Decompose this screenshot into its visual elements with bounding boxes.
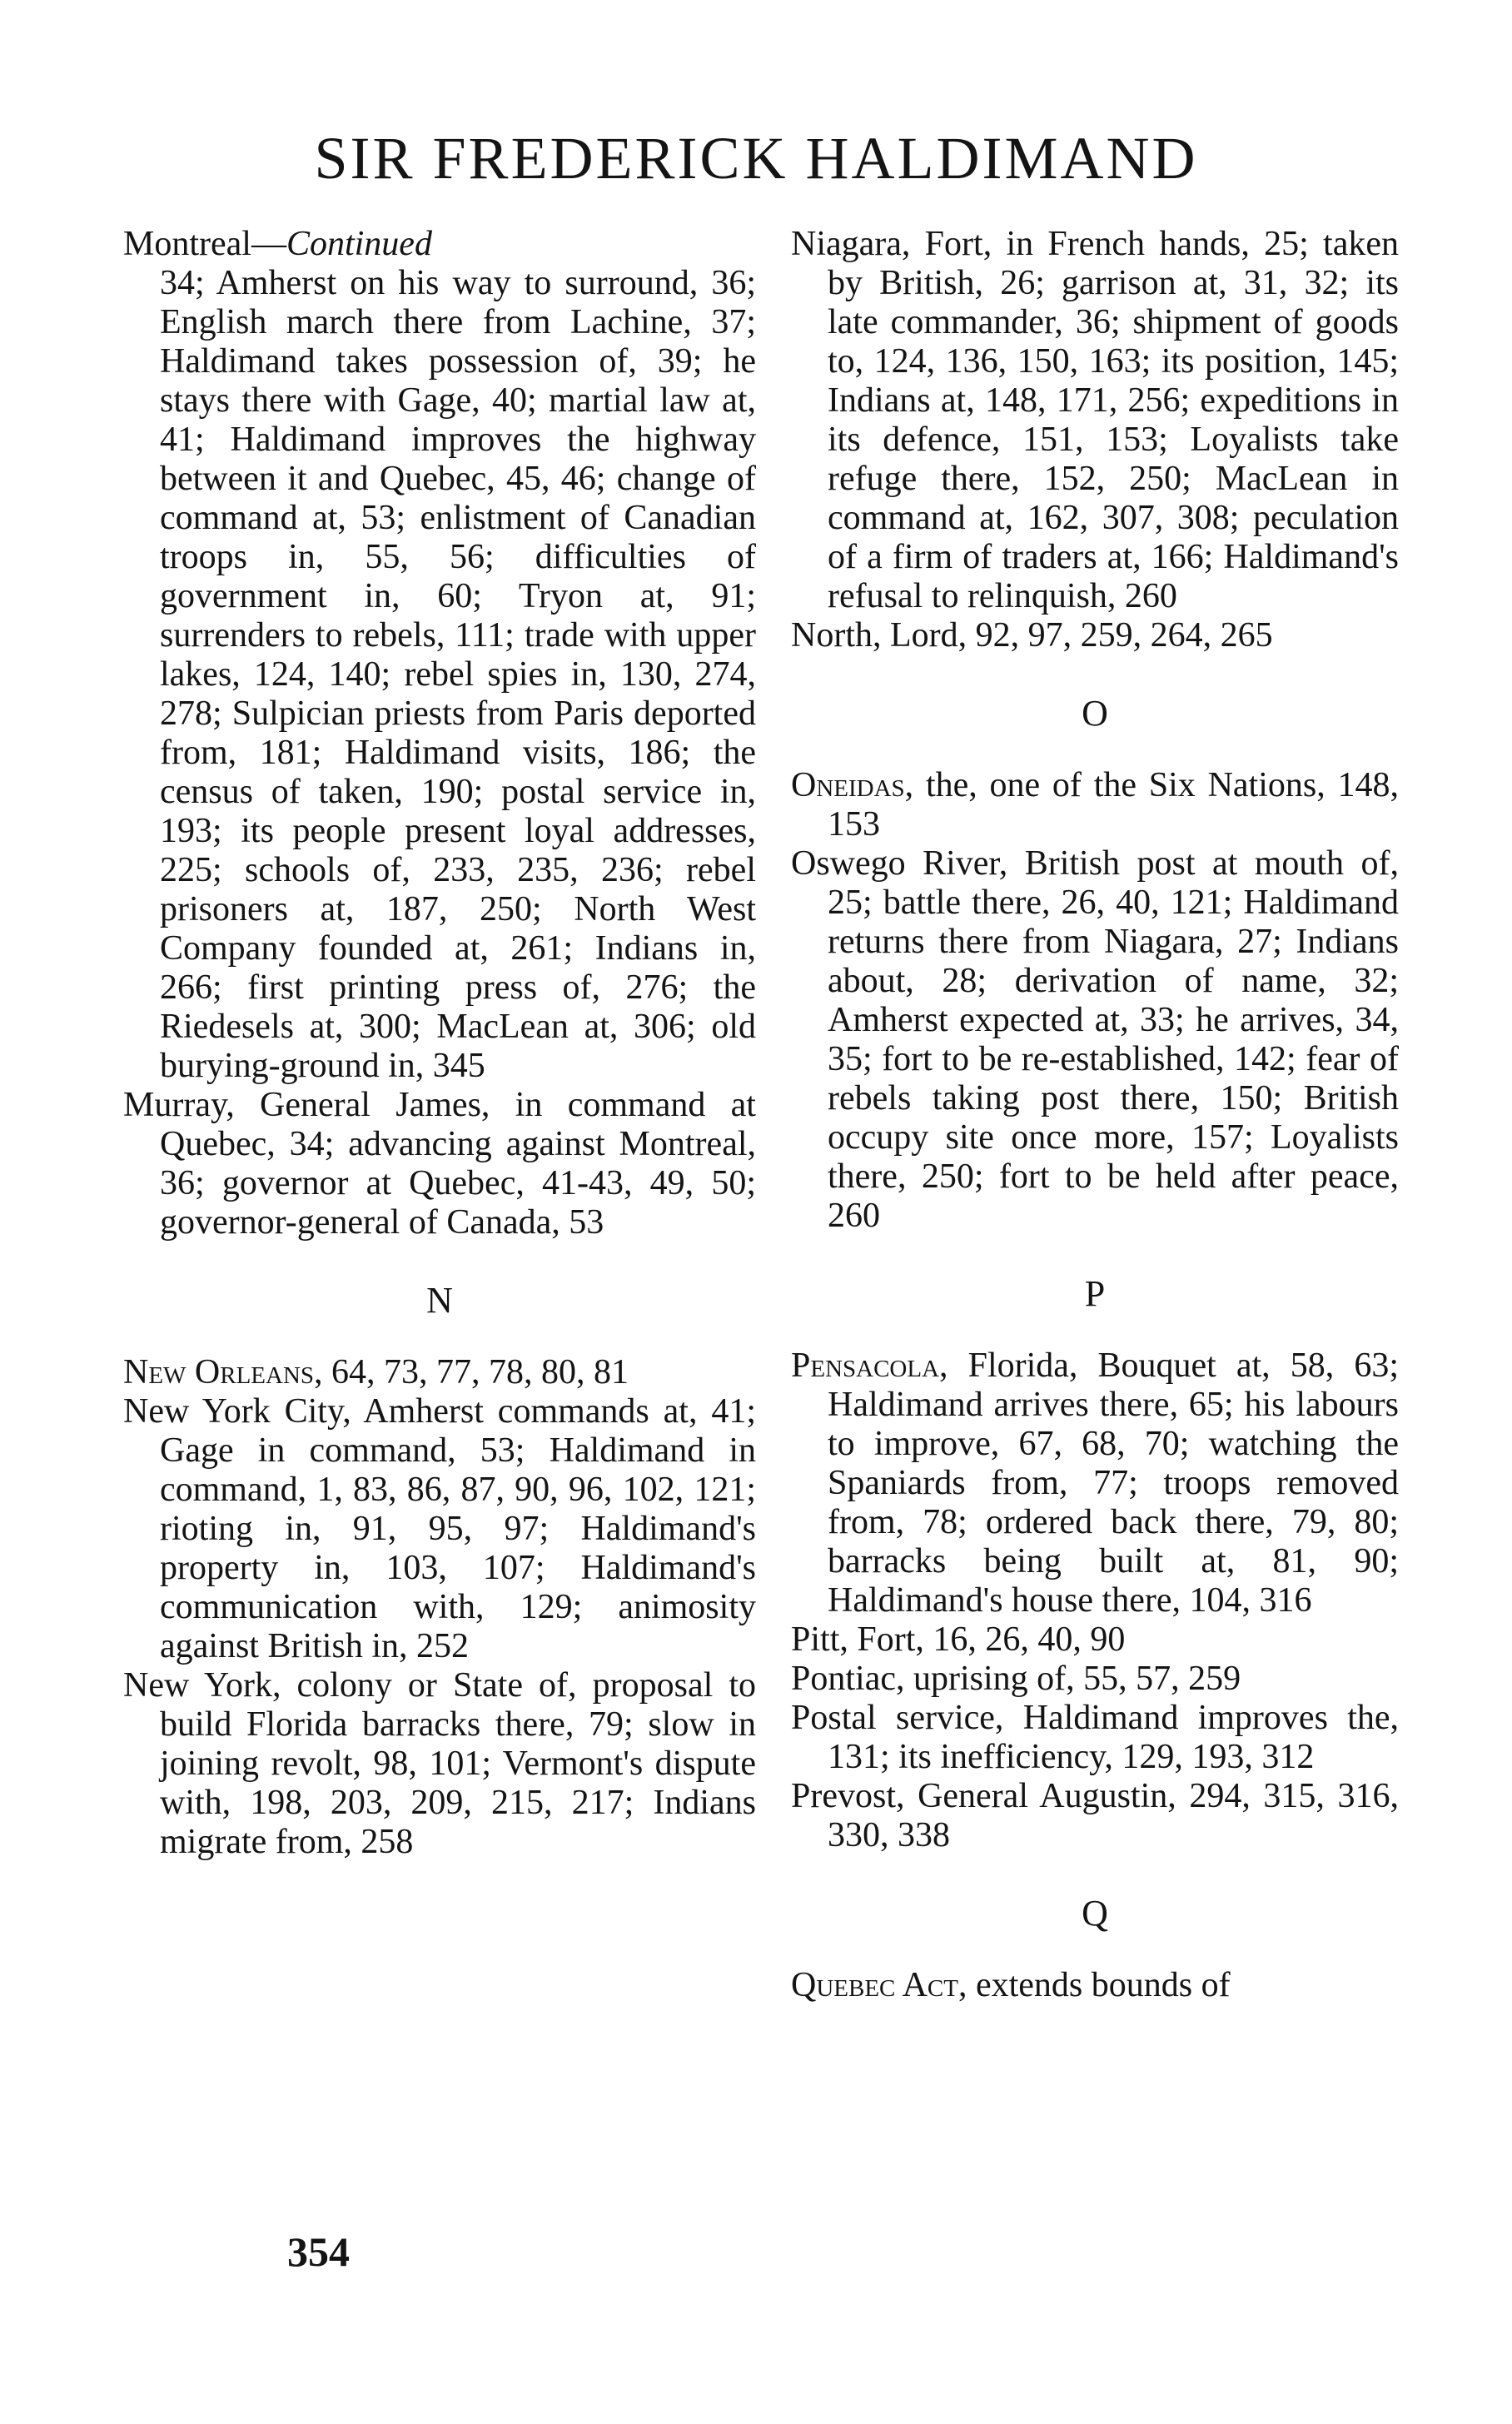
entry-term: Murray, General James,: [123, 1086, 490, 1124]
index-entry-oneidas: [791, 766, 1399, 844]
entry-dash: —: [251, 225, 286, 263]
entry-term: Quebec Act,: [791, 1966, 967, 2004]
index-entry-new-orleans: [123, 1353, 756, 1392]
entry-term: New York, colony or State of,: [123, 1666, 577, 1705]
index-column-right: [791, 225, 1399, 2005]
section-letter-o: O: [1082, 693, 1108, 734]
index-entry-pontiac: [791, 1660, 1399, 1699]
index-entry-pensacola: [791, 1346, 1399, 1620]
entry-term: Pitt, Fort,: [791, 1620, 924, 1659]
entry-term: Pontiac,: [791, 1660, 905, 1698]
entry-text: Florida, Bouquet at, 58, 63; Haldimand arrives there, 65; his labours to improve, 67, 68, 70; watching the Spaniards from, 77; troops removed from, 78; ordered back there, 79, 80; barracks being built at, 81, 90; Haldimand's house there, 104, 316: [828, 1346, 1399, 1620]
index-entry-new-york-city: [123, 1392, 756, 1666]
entry-text: 294, 315, 316, 330, 338: [828, 1777, 1399, 1854]
entry-text: uprising of, 55, 57, 259: [904, 1660, 1241, 1698]
entry-text: the, one of the Six Nations, 148, 153: [828, 766, 1399, 844]
index-entry-oswego: [791, 844, 1399, 1236]
entry-term: Prevost, General Augustin,: [791, 1777, 1176, 1815]
entry-text: 64, 73, 77, 78, 80, 81: [322, 1353, 629, 1391]
entry-term: Oneidas,: [791, 766, 914, 804]
entry-continued: Continued: [286, 225, 432, 263]
entry-term: Niagara, Fort,: [791, 225, 992, 263]
section-letter-p: P: [1084, 1273, 1106, 1314]
entry-term: North, Lord,: [791, 616, 967, 655]
entry-text: British post at mouth of, 25; battle there, 26, 40, 121; Haldimand returns there from Niagara, 27; Indians about, 28; derivation of name, 32; Amherst expected at, 33; he arrives, 34, 35; fort to be re-established, 142; fear of rebels taking post there, 150; British occupy site once more, 157; Loyalists there, 250; fort to be held after peace, 260: [828, 844, 1399, 1235]
entry-text: in command at Quebec, 34; advancing against Montreal, 36; governor at Quebec, 41-43, 49, 50; governor-general of Canada, 53: [160, 1086, 756, 1242]
index-entry-postal-service: [791, 1699, 1399, 1777]
index-entry-montreal: [123, 225, 756, 1086]
entry-term: Postal service,: [791, 1699, 1004, 1737]
page-title: SIR FREDERICK HALDIMAND: [314, 125, 1198, 192]
section-letter-n: N: [426, 1280, 453, 1321]
index-entry-pitt: [791, 1620, 1399, 1660]
index-entry-prevost: [791, 1777, 1399, 1855]
entry-term: Pensacola,: [791, 1346, 948, 1385]
entry-text: extends bounds of: [967, 1966, 1231, 2004]
entry-text: Haldimand improves the, 131; its inefficiency, 129, 193, 312: [828, 1699, 1400, 1776]
index-column-left: [123, 225, 756, 1862]
index-entry-murray: [123, 1086, 756, 1242]
entry-term: New Orleans,: [123, 1353, 323, 1391]
entry-term: Oswego River,: [791, 844, 1008, 883]
index-entry-niagara: [791, 225, 1399, 616]
entry-term: New York City,: [123, 1392, 351, 1431]
entry-term: Montreal: [123, 225, 251, 263]
entry-text: 16, 26, 40, 90: [923, 1620, 1126, 1659]
entry-text: 34; Amherst on his way to surround, 36; English march there from Lachine, 37; Haldimand takes possession of, 39; he stays there with Gage, 40; martial law at, 41; Haldimand improves the highway between it and Quebec, 45, 46; change of command at, 53; enlistment of Canadian troops in, 55, 56; difficulties of government in, 60; Tryon at, 91; surrenders to rebels, 111; trade with upper lakes, 124, 140; rebel spies in, 130, 274, 278; Sulpician priests from Paris deported from, 181; Haldimand visits, 186; the census of taken, 190; postal service in, 193; its people present loyal addresses, 225; schools of, 233, 235, 236; rebel prisoners at, 187, 250; North West Company founded at, 261; Indians in, 266; first printing press of, 276; the Riedesels at, 300; MacLean at, 306; old burying-ground in, 345: [160, 264, 756, 1085]
entry-text: Amherst commands at, 41; Gage in command, 53; Haldimand in command, 1, 83, 86, 87, 90, 96, 102, 121; rioting in, 91, 95, 97; Haldimand's property in, 103, 107; Haldimand's communication with, 129; animosity against British in, 252: [160, 1392, 756, 1665]
entry-text: in French hands, 25; taken by British, 26; garrison at, 31, 32; its late commander, 36; shipment of goods to, 124, 136, 150, 163; its position, 145; Indians at, 148, 171, 256; expeditions in its defence, 151, 153; Loyalists take refuge there, 152, 250; MacLean in command at, 162, 307, 308; peculation of a firm of traders at, 166; Haldimand's refusal to relinquish, 260: [828, 225, 1399, 615]
section-letter-q: Q: [1082, 1893, 1108, 1934]
index-entry-quebec-act: [791, 1966, 1399, 2005]
entry-text: 92, 97, 259, 264, 265: [967, 616, 1273, 655]
index-entry-north: [791, 616, 1399, 655]
index-entry-new-york-colony: [123, 1666, 756, 1862]
page-number: 354: [287, 2228, 350, 2275]
entry-text: proposal to build Florida barracks there, 79; slow in joining revolt, 98, 101; Vermont's dispute with, 198, 203, 209, 215, 217; Indians migrate from, 258: [160, 1666, 757, 1861]
